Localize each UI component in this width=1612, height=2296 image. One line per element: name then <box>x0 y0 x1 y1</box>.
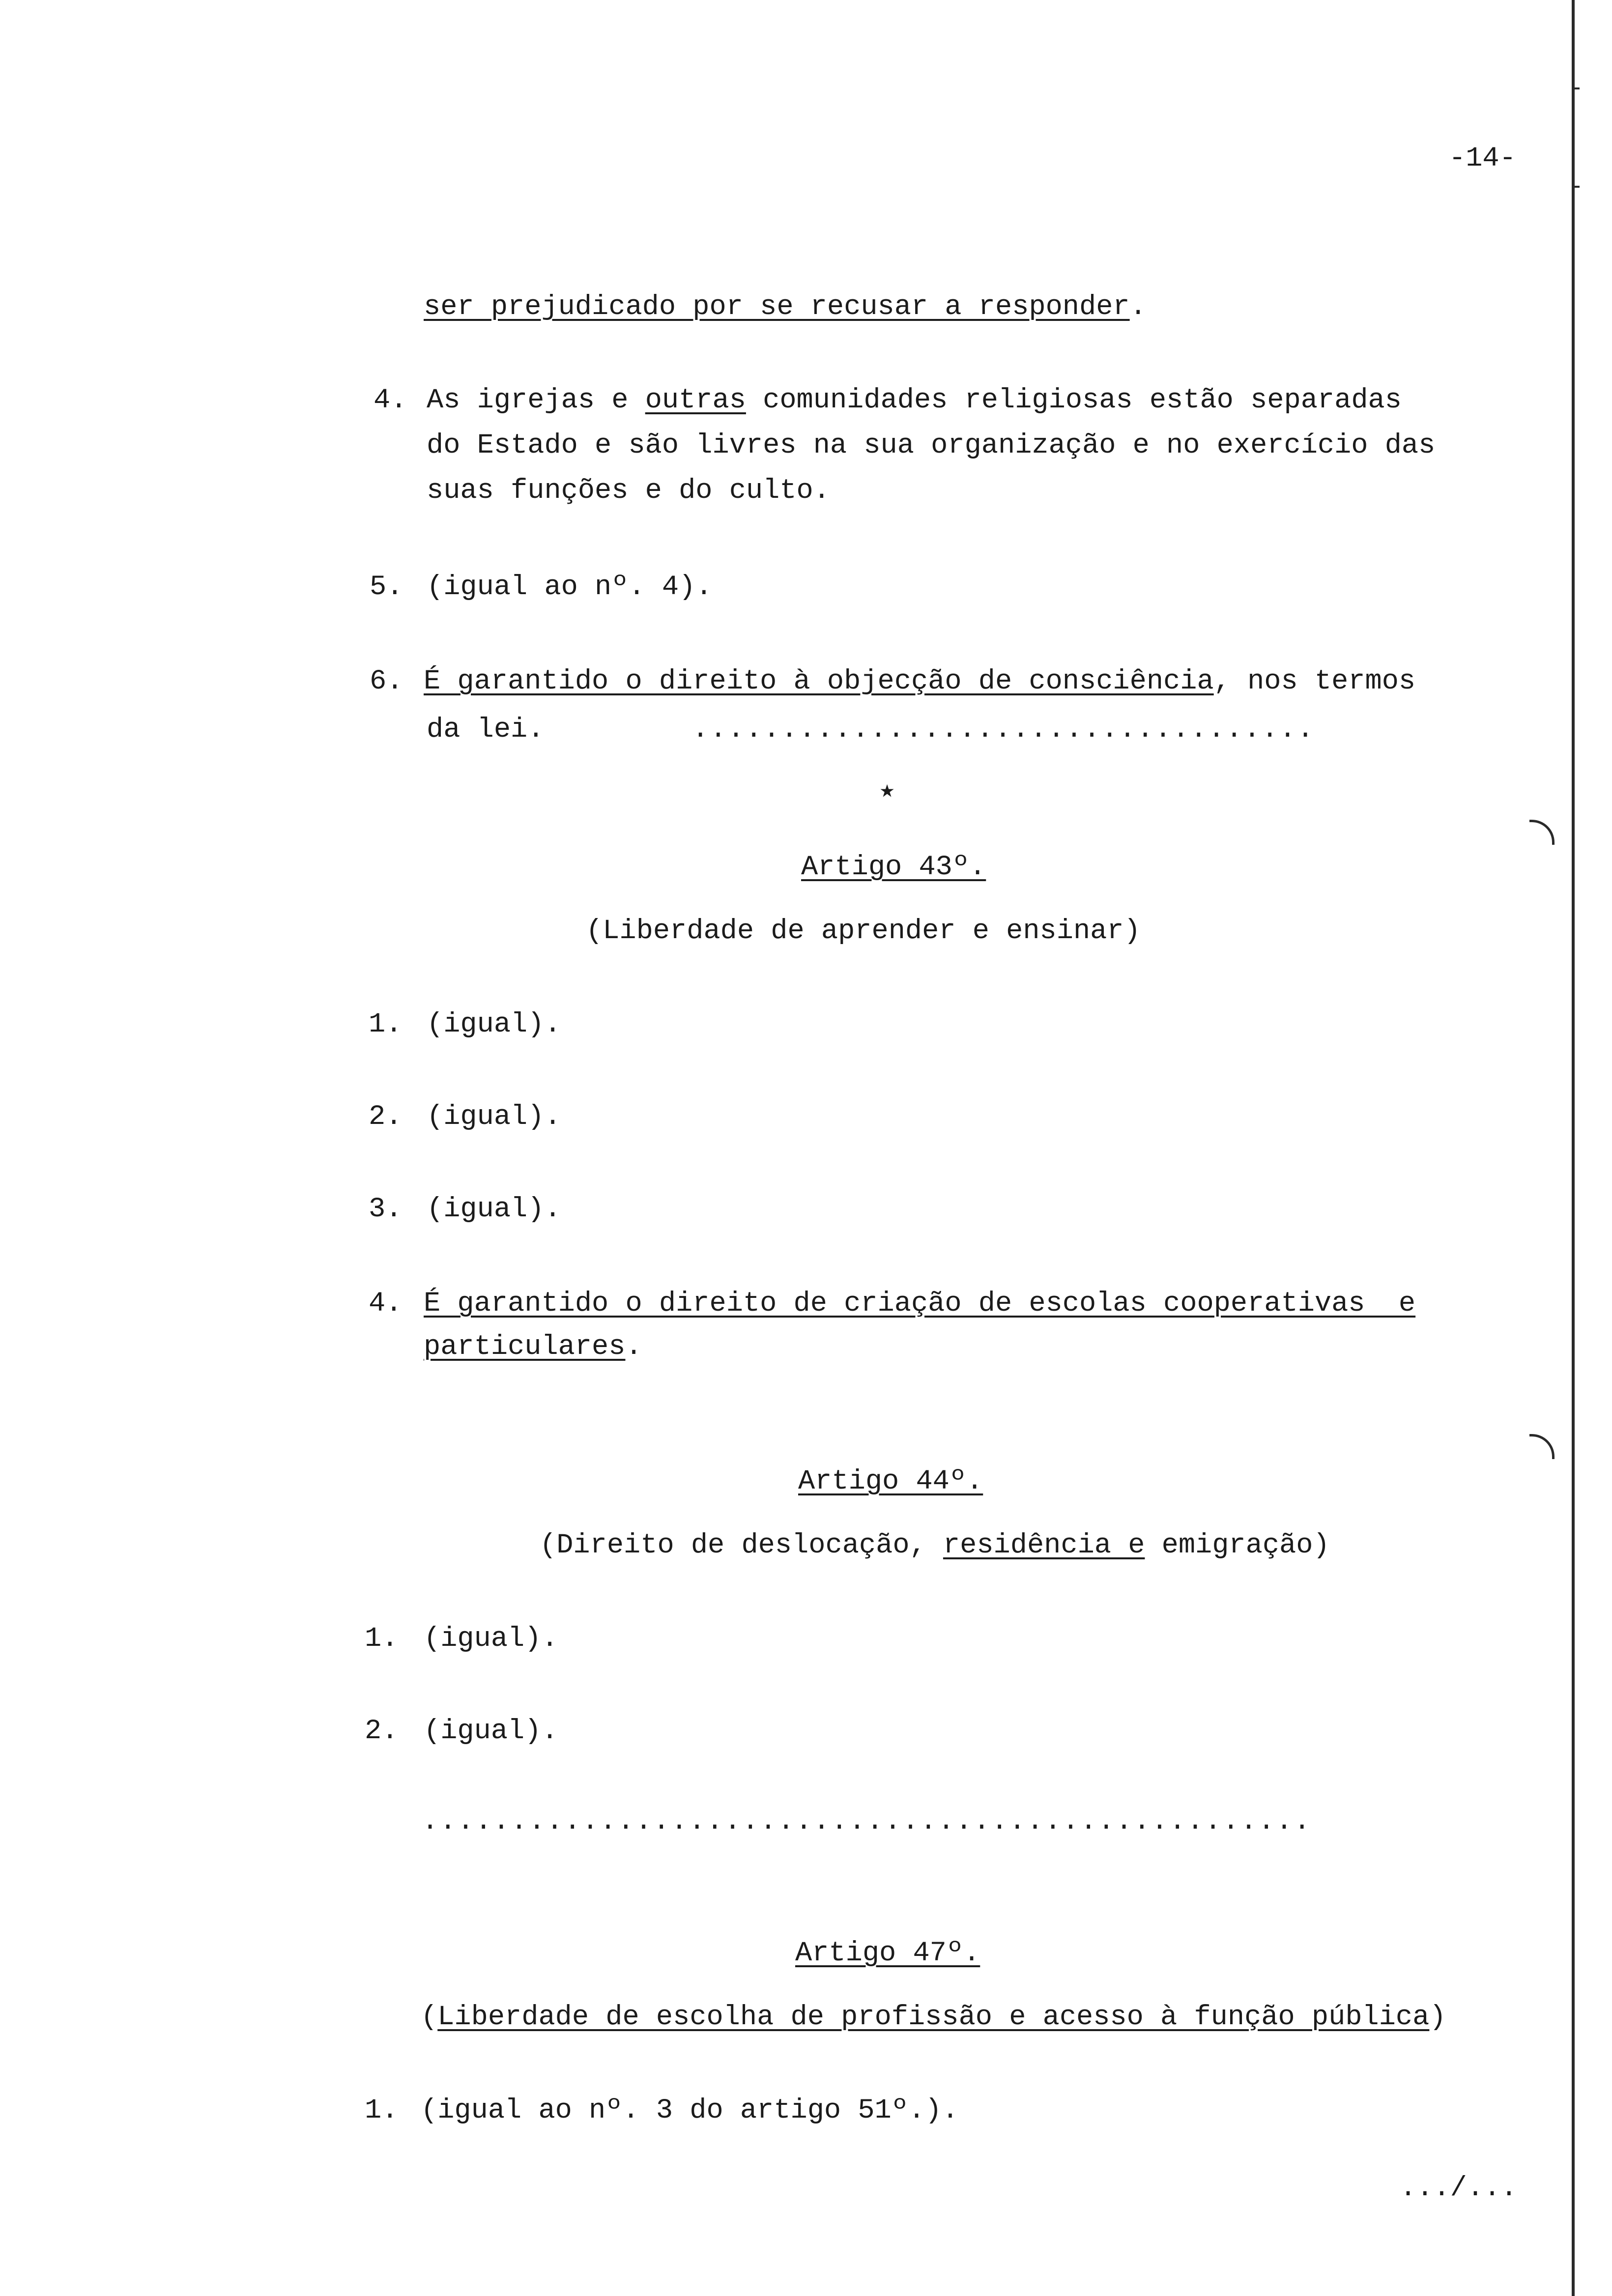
item-6-line-2: da lei. <box>427 714 545 746</box>
item-number: 4. <box>369 1288 403 1320</box>
artigo-43-item-4-line-1-text: É garantido o direito de criação de escolas cooperativas e <box>424 1288 1416 1320</box>
item-number: 2. <box>369 1101 403 1133</box>
item-6-line-1-underlined: É garantido o direito à objecção de consciência <box>424 666 1214 697</box>
artigo-43-item-1: (igual). <box>427 1009 561 1040</box>
artigo-44-item-1: (igual). <box>424 1623 558 1655</box>
artigo-43-item-4-line-1 <box>424 1287 1415 1321</box>
artigo-43-item-2: (igual). <box>427 1101 561 1133</box>
artigo-44-subtitle <box>540 1528 1330 1563</box>
item-number: 4. <box>374 385 407 416</box>
artigo-47-title-text: Artigo 47º. <box>795 1938 980 1969</box>
item-4-line-1-underlined: outras <box>645 385 746 416</box>
item-4-line-3: suas funções e do culto. <box>427 475 830 507</box>
continuation-line <box>424 290 1147 324</box>
artigo-44-title <box>798 1464 983 1499</box>
item-number: 3. <box>369 1194 403 1225</box>
continuation-line-end: . <box>1129 291 1147 323</box>
artigo-47-subtitle-a: ( <box>421 2002 438 2033</box>
item-4-line-1-a: As igrejas e <box>427 385 645 416</box>
page-edge-tick <box>1575 87 1580 89</box>
artigo-44-subtitle-b: emigração) <box>1145 1530 1330 1561</box>
item-4-line-1 <box>427 383 1402 418</box>
artigo-47-item-1: (igual ao nº. 3 do artigo 51º.). <box>421 2095 959 2126</box>
item-number: 1. <box>365 2095 399 2126</box>
artigo-44-subtitle-a: (Direito de deslocação, <box>540 1530 943 1561</box>
item-number: 1. <box>365 1623 399 1655</box>
artigo-43-subtitle: (Liberdade de aprender e ensinar) <box>586 916 1141 947</box>
artigo-43-item-3: (igual). <box>427 1194 561 1225</box>
dotted-leader: .................................................. <box>422 1806 1312 1837</box>
item-6-line-1 <box>424 664 1415 699</box>
page-number: -14- <box>1449 143 1516 174</box>
item-number: 5. <box>370 572 403 603</box>
item-number: 6. <box>370 666 403 697</box>
artigo-47-subtitle-b: ) <box>1429 2002 1446 2033</box>
dotted-leader: ................................... <box>692 714 1315 746</box>
item-6-line-1-b: , nos termos <box>1213 666 1416 697</box>
artigo-44-subtitle-underlined: residência e <box>943 1530 1145 1561</box>
artigo-47-subtitle <box>421 2000 1446 2035</box>
artigo-43-item-4-end: . <box>625 1331 642 1363</box>
artigo-43-title <box>801 850 986 885</box>
artigo-44-item-2: (igual). <box>424 1716 558 1747</box>
margin-hook-mark <box>1529 820 1554 845</box>
page-edge-tick <box>1575 186 1580 188</box>
continuation-line-underlined: ser prejudicado por se recusar a responder <box>424 291 1130 323</box>
continued-marker: .../... <box>1400 2173 1518 2204</box>
artigo-43-item-4-line-2 <box>424 1330 642 1364</box>
artigo-43-item-4-line-2-text: particulares <box>424 1331 626 1363</box>
item-4-line-2: do Estado e são livres na sua organização e no exercício das <box>427 430 1436 461</box>
margin-hook-mark <box>1529 1434 1554 1459</box>
artigo-44-title-text: Artigo 44º. <box>798 1466 983 1497</box>
artigo-43-title-text: Artigo 43º. <box>801 852 986 883</box>
artigo-47-title <box>795 1936 980 1971</box>
item-number: 1. <box>369 1009 403 1040</box>
item-4-line-1-b: comunidades religiosas estão separadas <box>746 385 1402 416</box>
ink-blot-icon: ★ <box>880 777 895 805</box>
item-5-text: (igual ao nº. 4). <box>427 572 713 603</box>
item-number: 2. <box>365 1716 399 1747</box>
artigo-47-subtitle-underlined: Liberdade de escolha de profissão e acesso à função pública <box>437 2002 1430 2033</box>
page-edge-line <box>1572 0 1575 2296</box>
